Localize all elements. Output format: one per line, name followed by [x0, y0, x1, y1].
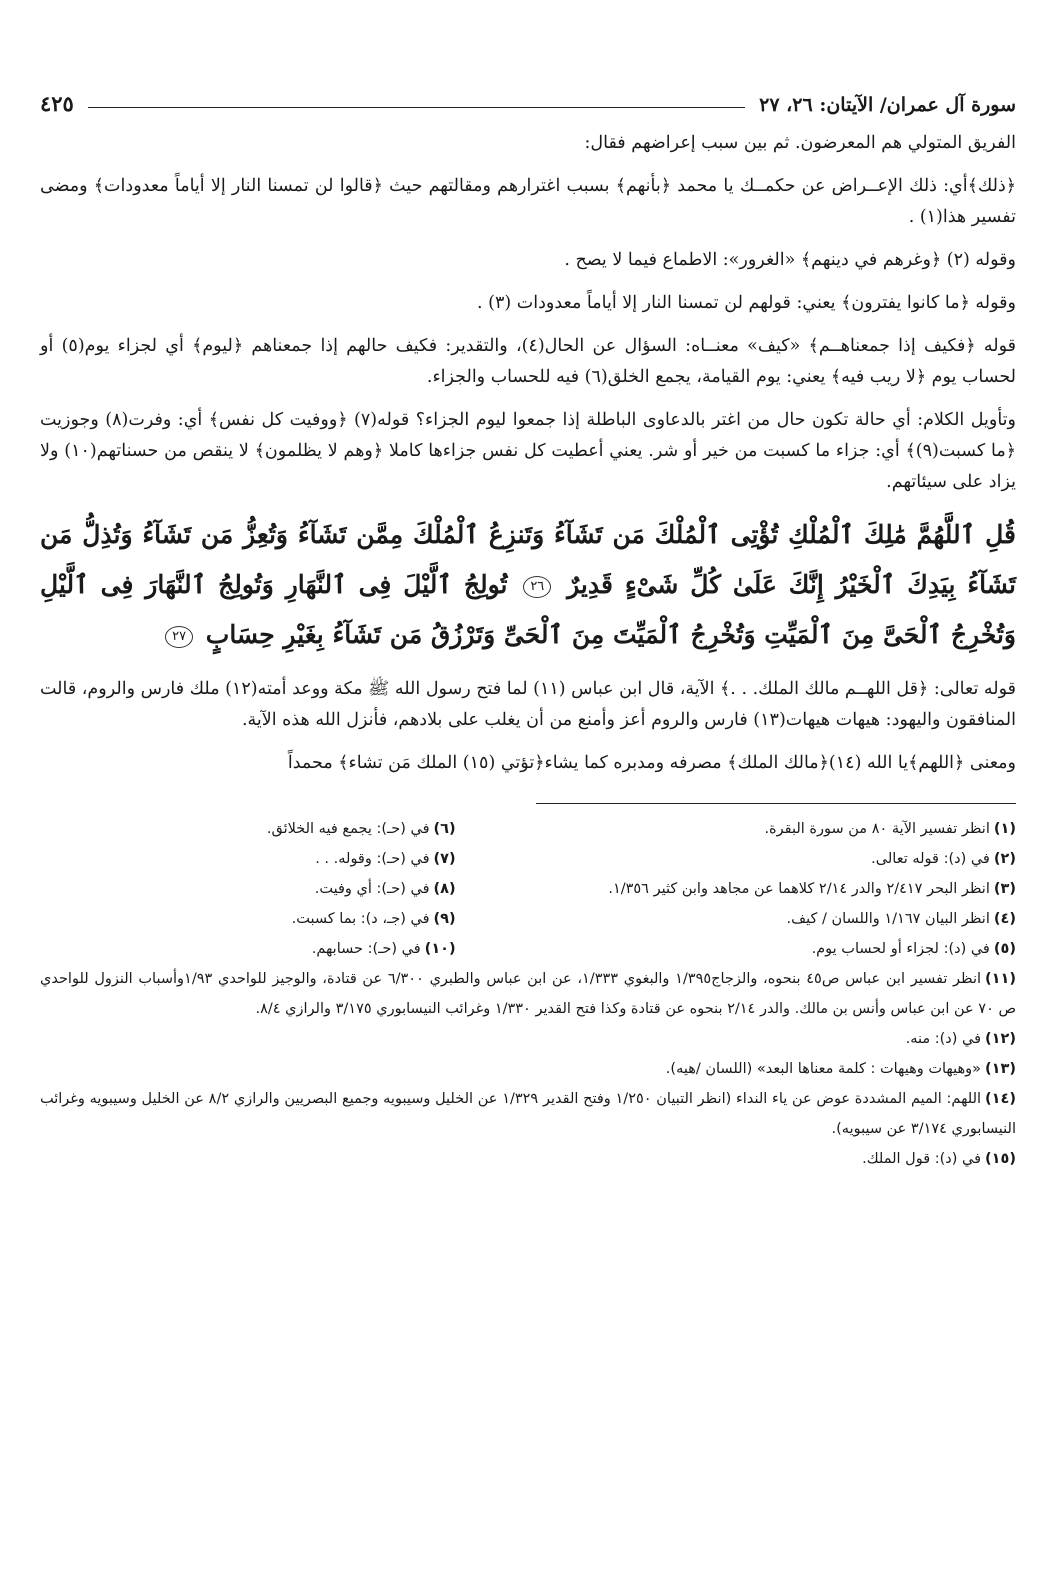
footnote: (١)انظر تفسير الآية ٨٠ من سورة البقرة.	[764, 821, 1016, 837]
paragraph: قوله تعالى: ﴿قل اللهــم مالك الملك. . .﴾ الآية، قال ابن عباس (١١) لما فتح رسول الله ﷺ مكة ووعد أمته(١٢) ملك فارس والروم، قالت المنافقون واليهود: هيهات هيهات(١٣) فارس والروم أعز وأمنع من أن يغلب على بلادهم، فأنزل الله هذه الآية.	[40, 679, 1017, 730]
quran-verses	[40, 510, 1016, 660]
paragraph: وقوله ﴿ما كانوا يفترون﴾ يعني: قولهم لن تمسنا النار إلا أياماً معدودات (٣) .	[477, 293, 1016, 313]
footnote: (٢)في (د): قوله تعالى.	[871, 851, 1016, 867]
verse-26: قُلِ ٱللَّهُمَّ مَٰلِكَ ٱلْمُلْكِ تُؤْتِى ٱلْمُلْكَ مَن تَشَآءُ وَتَنزِعُ ٱلْمُلْكَ مِمَّن تَشَآءُ وَتُعِزُّ مَن تَشَآءُ وَتُذِلُّ مَن تَشَآءُ بِيَدِكَ ٱلْخَيْرُ إِنَّكَ عَلَىٰ كُلِّ شَىْءٍ قَدِيرٌ	[40, 520, 1016, 599]
verse-number-marker: ٢٦	[523, 576, 551, 598]
footnote: (٩)في (جـ، د): بما كسبت.	[291, 911, 456, 927]
paragraph: وتأويل الكلام: أي حالة تكون حال من اغتر بالدعاوى الباطلة إذا جمعوا ليوم الجزاء؟ قوله(٧) ﴿ووفيت كل نفس﴾ أي: وفرت(٨) وجوزيت ﴿ما كسبت(٩)﴾ أي: جزاء ما كسبت من خير أو شر. يعني أعطيت كل نفس جزاءها كاملا ﴿وهم لا يظلمون﴾ لا ينقص من حسناتهم(١٠) ولا يزاد على سيئاتهم.	[40, 410, 1017, 492]
footnotes	[40, 814, 1016, 1174]
verse-27: تُولِجُ ٱلَّيْلَ فِى ٱلنَّهَارِ وَتُولِجُ ٱلنَّهَارَ فِى ٱلَّيْلِ وَتُخْرِجُ ٱلْحَىَّ مِنَ ٱلْمَيِّتِ وَتُخْرِجُ ٱلْمَيِّتَ مِنَ ٱلْحَىِّ وَتَرْزُقُ مَن تَشَآءُ بِغَيْرِ حِسَابٍ	[40, 570, 1016, 649]
footnote: (١٣)«وهيهات وهيهات : كلمة معناها البعد» (اللسان /هيه).	[665, 1061, 1016, 1077]
paragraph: ومعنى ﴿اللهم﴾يا الله (١٤)﴿مالك الملك﴾ مصرفه ومدبره كما يشاء﴿تؤتي (١٥) الملك مَن تشاء﴾ محمداً	[287, 753, 1016, 773]
footnote: (٧)في (حـ): وقوله. . .	[315, 851, 456, 867]
verse-number-marker: ٢٧	[165, 626, 193, 648]
paragraph: وقوله (٢) ﴿وغرهم في دينهم﴾ «الغرور»: الاطماع فيما لا يصح .	[564, 250, 1016, 270]
page-number: ٤٢٥	[40, 91, 74, 116]
footnote: (١١)انظر تفسير ابن عباس ص٤٥ بنحوه، والزجاج١/٣٩٥ والبغوي ١/٣٣٣، عن ابن عباس والطبري ٦/٣٠٠ عن قتادة، والوجيز للواحدي ١/٩٣وأسباب النزول للواحدي ص ٧٠ عن ابن عباس وأنس بن مالك. والدر ٢/١٤ بنحوه عن قتادة وكذا فتح القدير ١/٣٣٠ وغرائب النيسابوري ٣/١٧٥ والرازي ٨/٤.	[40, 971, 1016, 1017]
footnotes-column-right	[476, 814, 1016, 964]
paragraph: قوله ﴿فكيف إذا جمعناهــم﴾ «كيف» معنــاه: السؤال عن الحال(٤)، والتقدير: فكيف حالهم إذا جمعناهم ﴿ليوم﴾ أي لجزاء يوم(٥) أو لحساب يوم ﴿لا ريب فيه﴾ يعني: يوم القيامة، يجمع الخلق(٦) فيه للحساب والجزاء.	[40, 336, 1017, 387]
footnote: (٤)انظر البيان ١/١٦٧ واللسان / كيف.	[786, 911, 1016, 927]
footnote: (٨)في (حـ): أي وفيت.	[314, 881, 456, 897]
footnote: (٦)في (حـ): يجمع فيه الخلائق.	[266, 821, 456, 837]
running-title: سورة آل عمران/ الآيتان: ٢٦، ٢٧	[759, 94, 1016, 116]
footnote: (٣)انظر البحر ٢/٤١٧ والدر ٢/١٤ كلاهما عن مجاهد وابن كثير ١/٣٥٦.	[608, 881, 1016, 897]
header-rule	[88, 107, 745, 108]
commentary	[40, 128, 1016, 498]
footnote: (٥)في (د): لجزاء أو لحساب يوم.	[811, 941, 1016, 957]
paragraph: ﴿ذلك﴾أي: ذلك الإعــراض عن حكمــك يا محمد ﴿بأنهم﴾ بسبب اغترارهم ومقالتهم حيث ﴿قالوا لن تمسنا النار إلا أياماً معدودات﴾ ومضى تفسير هذا(١) .	[40, 176, 1016, 227]
footnote: (١٥)في (د): قول الملك.	[862, 1151, 1016, 1167]
footnotes-two-column	[40, 814, 1016, 964]
footnote: (١٠)في (حـ): حسابهم.	[311, 941, 456, 957]
footnote: (١٢)في (د): منه.	[905, 1031, 1016, 1047]
footnote: (١٤)اللهم: الميم المشددة عوض عن ياء النداء (انظر التبيان ١/٢٥٠ وفتح القدير ١/٣٢٩ عن الخليل وسيبويه وجميع البصريين والرازي ٨/٢ عن الخليل وسيبويه وغرائب النيسابوري ٣/١٧٤ عن سيبويه).	[40, 1091, 1016, 1137]
footnotes-column-left	[40, 814, 456, 964]
footnote-separator	[536, 803, 1016, 804]
paragraph: الفريق المتولي هم المعرضون. ثم بين سبب إعراضهم فقال:	[584, 133, 1016, 153]
commentary-continued	[40, 674, 1016, 779]
page-header	[40, 76, 1016, 116]
